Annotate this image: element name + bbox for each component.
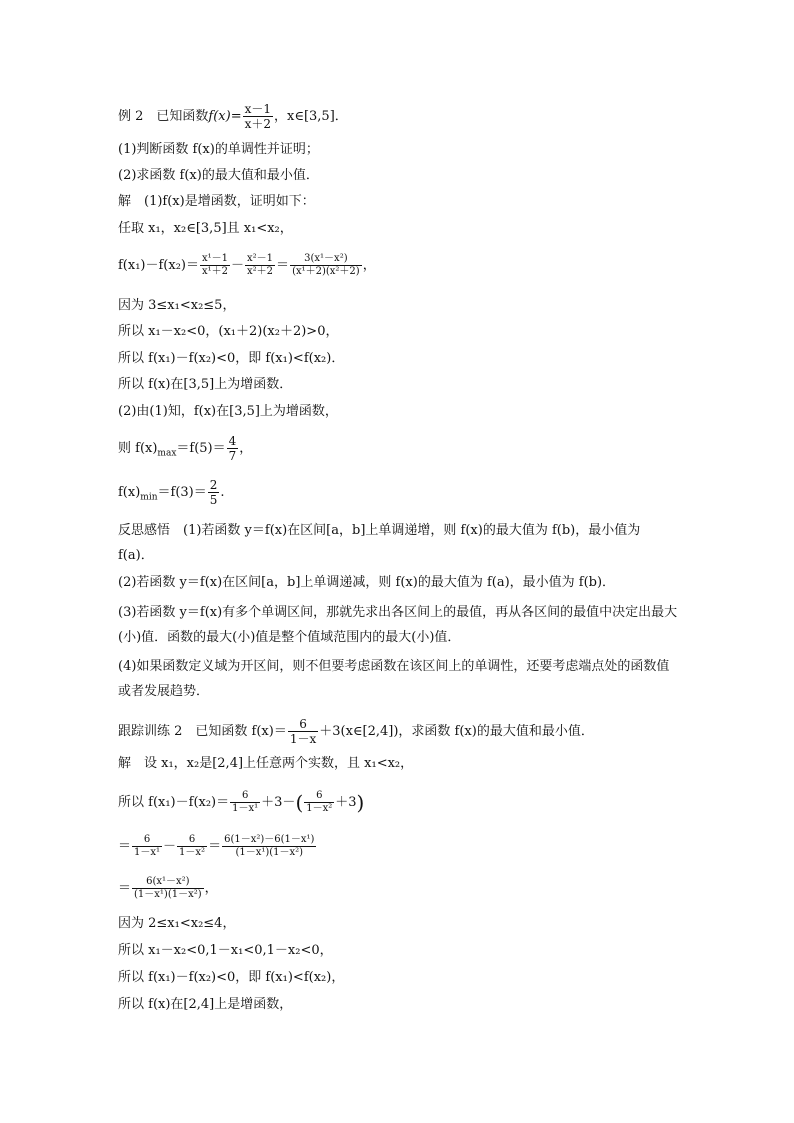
question-1: (1)判断函数 f(x)的单调性并证明； (118, 142, 319, 157)
operator: ＝ (118, 839, 132, 854)
denominator: x¹＋2 (202, 266, 229, 277)
reflection-2: (2)若函数 y＝f(x)在区间[a，b]上单调递减，则 f(x)的最大值为 f(a)，最小值为 f(b)． (118, 575, 616, 590)
operator: ＝ (118, 881, 132, 896)
so-line-2: 所以 f(x₁)－f(x₂)<0，即 f(x₁)<f(x₂)． (118, 351, 345, 366)
denominator: (1－x¹)(1－x²) (134, 889, 202, 900)
practice-line-2 (118, 834, 317, 859)
reflection-3: (3)若函数 y＝f(x)有多个单调区间，那就先求出各区间上的最值，再从各区间的最值中决定出最大(小)值．函数的最大(小)值是整个值域范围内的最大(小)值． (118, 605, 678, 645)
denominator: 1－x² (306, 803, 333, 814)
numerator: 6 (143, 834, 151, 845)
part-2-line: (2)由(1)知，f(x)在[3,5]上为增函数， (118, 404, 338, 419)
punctuation: . (220, 485, 225, 500)
left-paren: ( (295, 790, 304, 815)
practice-line-3 (118, 876, 218, 901)
so-line-1: 所以 x₁－x₂<0，(x₁＋2)(x₂＋2)>0， (118, 324, 339, 339)
numerator: 6 (299, 717, 307, 731)
max-mid: ＝f(5)＝ (176, 441, 226, 456)
max-lhs: 则 f(x) (118, 441, 158, 456)
denominator: 7 (228, 449, 237, 463)
numerator: 6 (188, 834, 196, 845)
expression-lhs: f(x₁)－f(x₂)＝ (118, 258, 199, 273)
fraction (245, 253, 275, 278)
practice-because: 因为 2≤x₁<x₂≤4， (118, 916, 236, 931)
fraction (132, 876, 204, 901)
operator: － (231, 258, 245, 273)
operator: ＝ (208, 839, 222, 854)
numerator: 6 (316, 790, 323, 801)
fraction (132, 834, 162, 859)
fraction (290, 253, 362, 278)
practice-solution-intro: 解 设 x₁，x₂是[2,4]上任意两个实数，且 x₁<x₂， (118, 756, 414, 771)
practice-2-statement (118, 717, 594, 746)
fraction (208, 478, 220, 507)
punctuation: ， (239, 441, 253, 456)
max-subscript: max (157, 448, 177, 459)
punctuation: ， (204, 881, 218, 896)
denominator: (x¹＋2)(x²＋2) (292, 266, 360, 277)
denominator: x＋2 (244, 117, 271, 131)
operator: ＋3 (335, 795, 357, 810)
practice-tail: ＋3(x∈[2,4])，求函数 f(x)的最大值和最小值． (319, 724, 594, 739)
numerator: 6(x¹－x²) (146, 876, 190, 887)
right-paren: ) (356, 790, 365, 815)
practice-so-3: 所以 f(x)在[2,4]上是增函数， (118, 997, 293, 1012)
denominator: 1－x (289, 732, 317, 746)
operator: ＋3－ (261, 795, 296, 810)
fraction (177, 834, 207, 859)
domain-text: ，x∈[3,5]． (274, 109, 348, 124)
example-2-statement (118, 102, 348, 131)
numerator: 3(x¹－x²) (304, 253, 348, 264)
min-lhs: f(x) (118, 485, 141, 500)
numerator: x²－1 (247, 253, 274, 264)
so-line-3: 所以 f(x)在[3,5]上为增函数． (118, 377, 293, 392)
numerator: 2 (209, 478, 218, 492)
numerator: x－1 (244, 102, 271, 116)
fraction (200, 253, 230, 278)
question-2: (2)求函数 f(x)的最大值和最小值． (118, 168, 319, 183)
operator: ＝ (276, 258, 290, 273)
numerator: 4 (228, 434, 237, 448)
denominator: (1－x¹)(1－x²) (222, 846, 316, 859)
practice-line-1 (118, 790, 364, 815)
min-mid: ＝f(3)＝ (157, 485, 207, 500)
denominator: 5 (209, 493, 218, 507)
expression-lhs: 所以 f(x₁)－f(x₂)＝ (118, 795, 230, 810)
numerator: x¹－1 (202, 253, 229, 264)
difference-expression (118, 253, 376, 278)
min-value-line (118, 478, 225, 507)
reflection-1: 反思感悟 (1)若函数 y＝f(x)在区间[a，b]上单调递增，则 f(x)的最大值为 f(b)，最小值为 f(a)． (118, 523, 641, 563)
operator: － (163, 839, 177, 854)
fraction (288, 717, 318, 746)
denominator: 1－x¹ (232, 803, 259, 814)
fraction (230, 790, 260, 815)
denominator: x²＋2 (247, 266, 274, 277)
practice-title: 跟踪训练 2 已知函数 f(x)＝ (118, 724, 287, 739)
example-title: 例 2 已知函数 (118, 109, 209, 124)
practice-so-2: 所以 f(x₁)－f(x₂)<0，即 f(x₁)<f(x₂)， (118, 970, 345, 985)
practice-so-1: 所以 x₁－x₂<0,1－x₁<0,1－x₂<0， (118, 943, 333, 958)
punctuation: ， (362, 258, 376, 273)
solution-heading: 解 (1)f(x)是增函数，证明如下： (118, 194, 315, 209)
denominator: 1－x² (179, 847, 206, 858)
fraction (304, 790, 334, 815)
numerator: 6(1－x²)－6(1－x¹) (224, 834, 315, 845)
function-name: f(x)= (208, 109, 242, 124)
reflection-4: (4)如果函数定义域为开区间，则不但要考虑函数在该区间上的单调性，还要考虑端点处的函数值或者发展趋势． (118, 659, 670, 699)
fraction (243, 102, 273, 131)
fraction (222, 834, 316, 859)
max-value-line (118, 434, 252, 463)
denominator: 1－x¹ (134, 847, 161, 858)
because-line: 因为 3≤x₁<x₂≤5， (118, 298, 236, 313)
numerator: 6 (241, 790, 249, 801)
min-subscript: min (140, 492, 158, 503)
proof-take: 任取 x₁，x₂∈[3,5]且 x₁<x₂， (118, 221, 293, 236)
fraction (227, 434, 239, 463)
